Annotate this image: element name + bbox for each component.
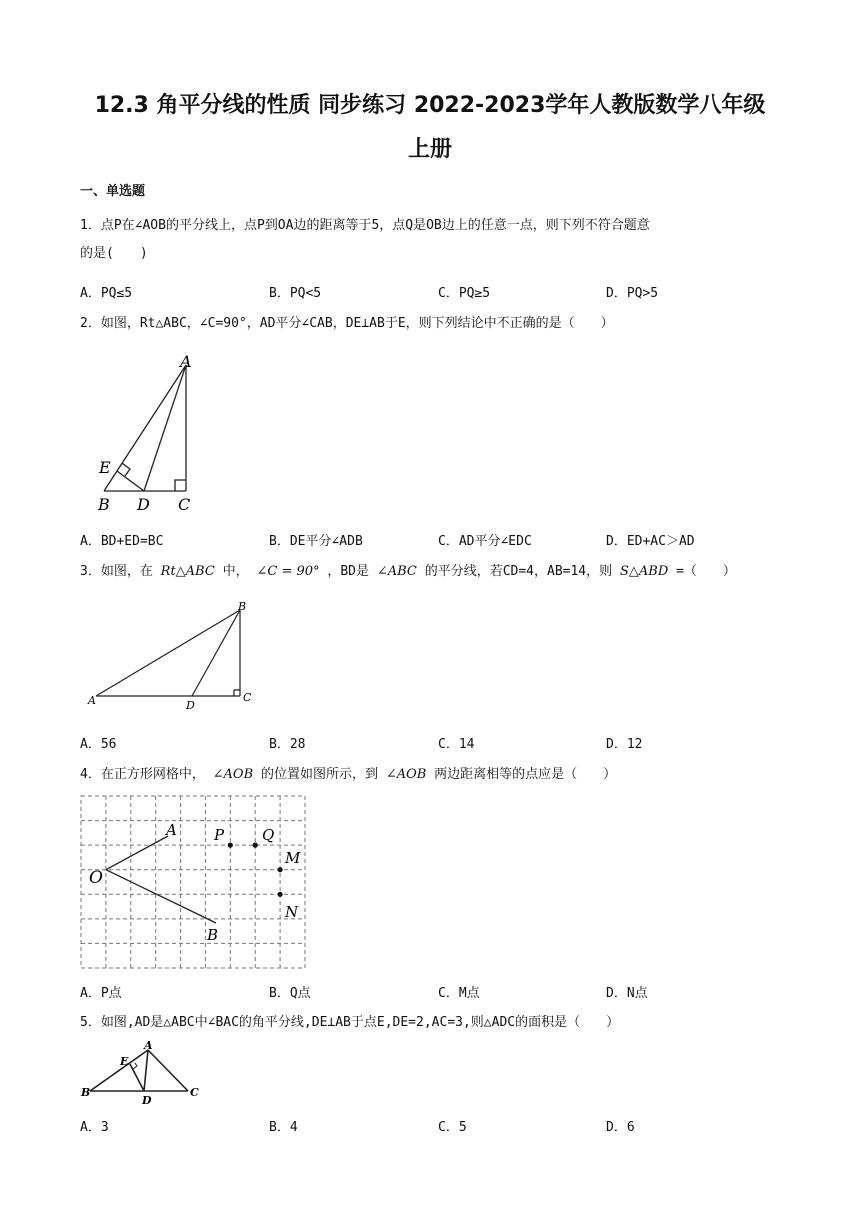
page-title-line-1: 12.3 角平分线的性质 同步练习 2022-2023学年人教版数学八年级 [94, 93, 766, 118]
segment-bd [192, 610, 240, 696]
label-b: B [238, 600, 247, 613]
question-5-option-a[interactable]: A．3 [80, 1120, 109, 1135]
question-4-math-angle-1: ∠AOB [212, 767, 254, 782]
point-p [228, 843, 233, 848]
question-2-option-c[interactable]: C．AD平分∠EDC [438, 534, 532, 549]
segment-ad [144, 365, 186, 491]
question-3-stem-mid-3: 的平分线，若CD=4，AB=14，则 [424, 564, 613, 579]
segment-ab [90, 1050, 148, 1091]
segment-de [117, 471, 144, 491]
point-q [253, 843, 258, 848]
label-e: E [120, 1055, 129, 1068]
question-1-option-c[interactable]: C．PQ≥5 [438, 286, 491, 301]
question-3-figure [80, 598, 260, 716]
label-n: N [285, 903, 299, 921]
page-title-line-2: 上册 [407, 137, 452, 162]
question-4-stem [80, 761, 780, 789]
question-4-figure [80, 795, 308, 971]
question-1-option-a[interactable]: A．PQ≤5 [80, 286, 133, 301]
label-a: A [144, 1039, 153, 1052]
question-5-options [80, 1116, 780, 1136]
grid [81, 796, 305, 968]
question-2-figure [80, 345, 220, 515]
question-1-stem-line-1: 1．点P在∠AOB的平分线上，点P到OA边的距离等于5，点Q是OB边上的任意一点，则下列不符合题意 [80, 218, 650, 233]
label-q: Q [262, 826, 275, 844]
question-4-option-d[interactable]: D．N点 [606, 986, 648, 1001]
question-5-option-c[interactable]: C．5 [438, 1120, 467, 1135]
label-a: A [166, 821, 177, 839]
point-n [278, 892, 283, 897]
segment-ac [148, 1050, 188, 1091]
question-3-math-triangle: Rt△ABC [160, 564, 215, 579]
label-d: D [142, 1094, 152, 1107]
right-angle-e [122, 463, 130, 476]
question-2-option-d[interactable]: D．ED+AC＞AD [606, 534, 695, 549]
label-c: C [190, 1086, 199, 1099]
question-3-option-a[interactable]: A．56 [80, 737, 117, 752]
question-3-stem-pre: 3．如图，在 [80, 564, 153, 579]
question-3-stem-post: =（ ） [676, 564, 736, 579]
label-b: B [81, 1086, 91, 1099]
question-4-options [80, 982, 780, 1002]
label-e: E [99, 458, 111, 477]
question-1-stem [80, 212, 780, 268]
question-2-stem: 2．如图，Rt△ABC，∠C=90°，AD平分∠CAB，DE⊥AB于E，则下列结论中不正确的是（ ） [80, 316, 614, 331]
question-1-option-d[interactable]: D．PQ>5 [606, 286, 659, 301]
question-5-stem: 5．如图,AD是△ABC中∠BAC的角平分线,DE⊥AB于点E,DE=2,AC=3,则△ADC的面积是（ ） [80, 1015, 620, 1030]
segment-de [130, 1064, 144, 1091]
question-3-stem-mid-1: 中， [222, 564, 249, 579]
question-1-option-b[interactable]: B．PQ<5 [269, 286, 322, 301]
label-m: M [285, 849, 301, 867]
question-2-option-b[interactable]: B．DE平分∠ADB [269, 534, 363, 549]
point-m [278, 867, 283, 872]
question-4-stem-mid: 的位置如图所示，到 [260, 767, 378, 782]
right-angle-e [133, 1063, 137, 1069]
question-5-figure [80, 1038, 210, 1108]
question-3-math-angle-abc: ∠ABC [376, 564, 417, 579]
question-1-options [80, 282, 780, 302]
label-o: O [89, 868, 103, 888]
question-3-stem-mid-2: ，BD是 [327, 564, 369, 579]
question-4-math-angle-2: ∠AOB [385, 767, 427, 782]
label-b: B [98, 495, 110, 514]
question-3-math-angle-c: ∠C = 90° [256, 564, 320, 579]
label-a: A [180, 352, 192, 371]
label-b: B [207, 926, 219, 944]
question-2-option-a[interactable]: A．BD+ED=BC [80, 534, 164, 549]
right-angle-c [175, 480, 186, 491]
question-3-option-b[interactable]: B．28 [269, 737, 306, 752]
ray-oa [106, 836, 168, 870]
right-angle-c [234, 690, 240, 696]
question-2-options [80, 530, 780, 550]
segment-ab [96, 610, 240, 696]
ray-ob [106, 870, 216, 923]
question-4-option-b[interactable]: B．Q点 [269, 986, 311, 1001]
question-4-stem-pre: 4．在正方形网格中， [80, 767, 205, 782]
question-4-option-c[interactable]: C．M点 [438, 986, 480, 1001]
label-p: P [214, 826, 225, 844]
question-4-option-a[interactable]: A．P点 [80, 986, 122, 1001]
segment-ab [104, 365, 186, 491]
label-c: C [243, 691, 252, 704]
question-3-options [80, 733, 780, 753]
section-heading: 一、单选题 [80, 184, 146, 199]
segment-ad [144, 1050, 148, 1091]
question-1-stem-line-2: 的是( ) [80, 246, 148, 261]
label-d: D [186, 699, 195, 712]
label-a: A [88, 694, 96, 707]
label-d: D [137, 495, 150, 514]
question-3-option-c[interactable]: C．14 [438, 737, 475, 752]
label-c: C [178, 495, 191, 514]
question-3-math-area: S△ABD [619, 564, 669, 579]
question-5-option-d[interactable]: D．6 [606, 1120, 635, 1135]
question-3-option-d[interactable]: D．12 [606, 737, 643, 752]
question-5-option-b[interactable]: B．4 [269, 1120, 298, 1135]
question-4-stem-post: 两边距离相等的点应是（ ） [434, 767, 617, 782]
question-3-stem [80, 558, 780, 586]
